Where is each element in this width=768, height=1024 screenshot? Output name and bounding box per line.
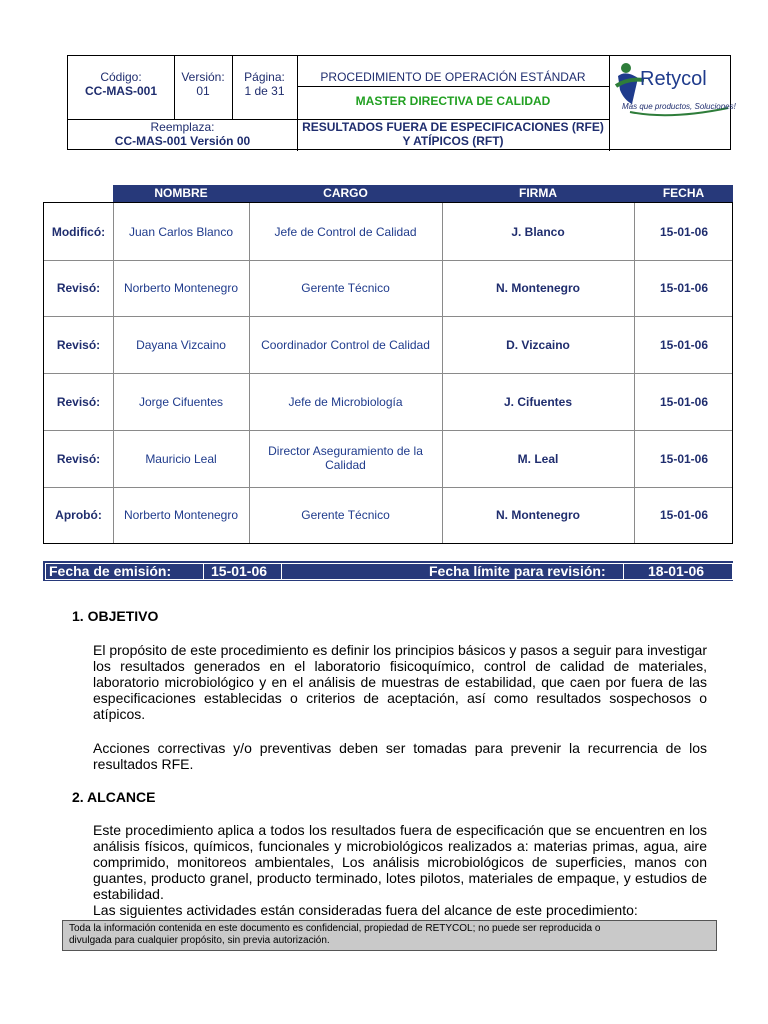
revision-limit-value: 18-01-06 <box>648 563 705 579</box>
row-fecha: 15-01-06 <box>659 508 709 522</box>
section-2-title: 2. ALCANCE <box>72 789 156 805</box>
row-firma: D. Vizcaino <box>506 338 570 352</box>
emission-bar <box>43 561 733 581</box>
row-fecha: 15-01-06 <box>659 452 709 466</box>
retycol-mark-icon <box>610 56 732 126</box>
row-name: Norberto Montenegro <box>123 508 239 522</box>
row-cargo-line1: Director Aseguramiento de la <box>268 444 423 458</box>
reemplaza-cell <box>68 120 297 148</box>
section-1-title: 1. OBJETIVO <box>72 608 159 624</box>
confidentiality-footer <box>62 920 717 951</box>
footer-line-1: Toda la información contenida en este documento es confidencial, propiedad de RETYCOL; no puede ser reproducida o <box>69 923 601 934</box>
procedure-title: PROCEDIMIENTO DE OPERACIÓN ESTÁNDAR <box>320 70 586 84</box>
footer-line-2: divulgada para cualquier propósito, sin previa autorización. <box>69 935 330 946</box>
col-nombre: NOMBRE <box>154 186 208 200</box>
row-role: Revisó: <box>56 281 101 295</box>
row-cargo-line2: Calidad <box>325 458 366 472</box>
logo-name: Retycol <box>640 68 707 90</box>
pagina-cell <box>232 70 297 98</box>
col-firma: FIRMA <box>519 186 557 200</box>
row-firma: J. Cifuentes <box>503 395 572 409</box>
col-cargo: CARGO <box>323 186 368 200</box>
master-title: MASTER DIRECTIVA DE CALIDAD <box>355 94 551 108</box>
codigo-label: Código: <box>100 70 142 84</box>
logo-tagline: Más que productos, Soluciones! <box>622 102 736 111</box>
section-2-paragraph-1: Este procedimiento aplica a todos los resultados fuera de especificación que se encuentren en los análisis físicos, químicos, funcionales y microbiológicos realizados a: materias primas, agua, aire comprimido, monitoreos ambientales, Los análisis microbiológicos de superficies, manos con guantes, producto granel, producto terminado, lotes pilotos, materiales de empaque, y estudios de estabilidad. Las siguientes actividades están consideradas fuera del alcance de este procedimiento: <box>93 822 707 918</box>
approval-table-header <box>113 185 733 202</box>
row-role: Revisó: <box>56 395 101 409</box>
row-cargo: Jefe de Control de Calidad <box>274 225 417 239</box>
section-1-paragraph-2: Acciones correctivas y/o preventivas deben ser tomadas para prevenir la recurrencia de los resultados RFE. <box>93 740 707 772</box>
col-fecha: FECHA <box>662 186 705 200</box>
row-name: Dayana Vizcaino <box>136 338 226 352</box>
emission-value: 15-01-06 <box>211 563 268 579</box>
row-fecha: 15-01-06 <box>659 225 709 239</box>
row-firma: N. Montenegro <box>496 508 580 522</box>
row-role: Revisó: <box>56 452 101 466</box>
row-role: Modificó: <box>51 225 106 239</box>
row-name: Juan Carlos Blanco <box>128 225 234 239</box>
row-firma: N. Montenegro <box>496 281 580 295</box>
document-title-line2: Y ATÍPICOS (RFT) <box>402 134 504 148</box>
row-cargo: Coordinador Control de Calidad <box>261 338 430 352</box>
pagina-value: 1 de 31 <box>244 84 285 98</box>
row-cargo: Jefe de Microbiología <box>288 395 403 409</box>
row-firma: M. Leal <box>517 452 559 466</box>
row-name: Norberto Montenegro <box>123 281 239 295</box>
row-cargo: Gerente Técnico <box>301 508 390 522</box>
version-value: 01 <box>196 84 210 98</box>
row-firma: J. Blanco <box>511 225 565 239</box>
emission-label: Fecha de emisión: <box>49 563 172 579</box>
pagina-label: Página: <box>244 70 285 84</box>
reemplaza-label: Reemplaza: <box>150 120 215 134</box>
codigo-cell <box>68 70 174 98</box>
document-title <box>297 120 609 148</box>
version-label: Versión: <box>181 70 225 84</box>
version-cell <box>174 70 232 98</box>
company-logo <box>610 56 736 151</box>
codigo-value: CC-MAS-001 <box>84 84 157 98</box>
revision-limit-label: Fecha límite para revisión: <box>429 563 606 579</box>
document-header <box>67 55 736 150</box>
row-fecha: 15-01-06 <box>659 395 709 409</box>
row-role: Revisó: <box>56 338 101 352</box>
document-title-line1: RESULTADOS FUERA DE ESPECIFICACIONES (RFE) <box>302 120 604 134</box>
row-cargo: Gerente Técnico <box>301 281 390 295</box>
row-fecha: 15-01-06 <box>659 338 709 352</box>
section-1-paragraph-1: El propósito de este procedimiento es definir los principios básicos y pasos a seguir para investigar los resultados generados en el laboratorio fisicoquímico, control de calidad de materiales, laboratorio microbiológico y en el análisis de muestras de estabilidad, que caen por fuera de las especificaciones establecidas o criterios de aceptación, así como resultados sospechosos o atípicos. <box>93 642 707 722</box>
row-name: Jorge Cifuentes <box>138 395 224 409</box>
row-name: Mauricio Leal <box>145 452 217 466</box>
approval-table <box>43 202 733 544</box>
reemplaza-value: CC-MAS-001 Versión 00 <box>114 134 251 148</box>
row-fecha: 15-01-06 <box>659 281 709 295</box>
row-role: Aprobó: <box>55 508 102 522</box>
